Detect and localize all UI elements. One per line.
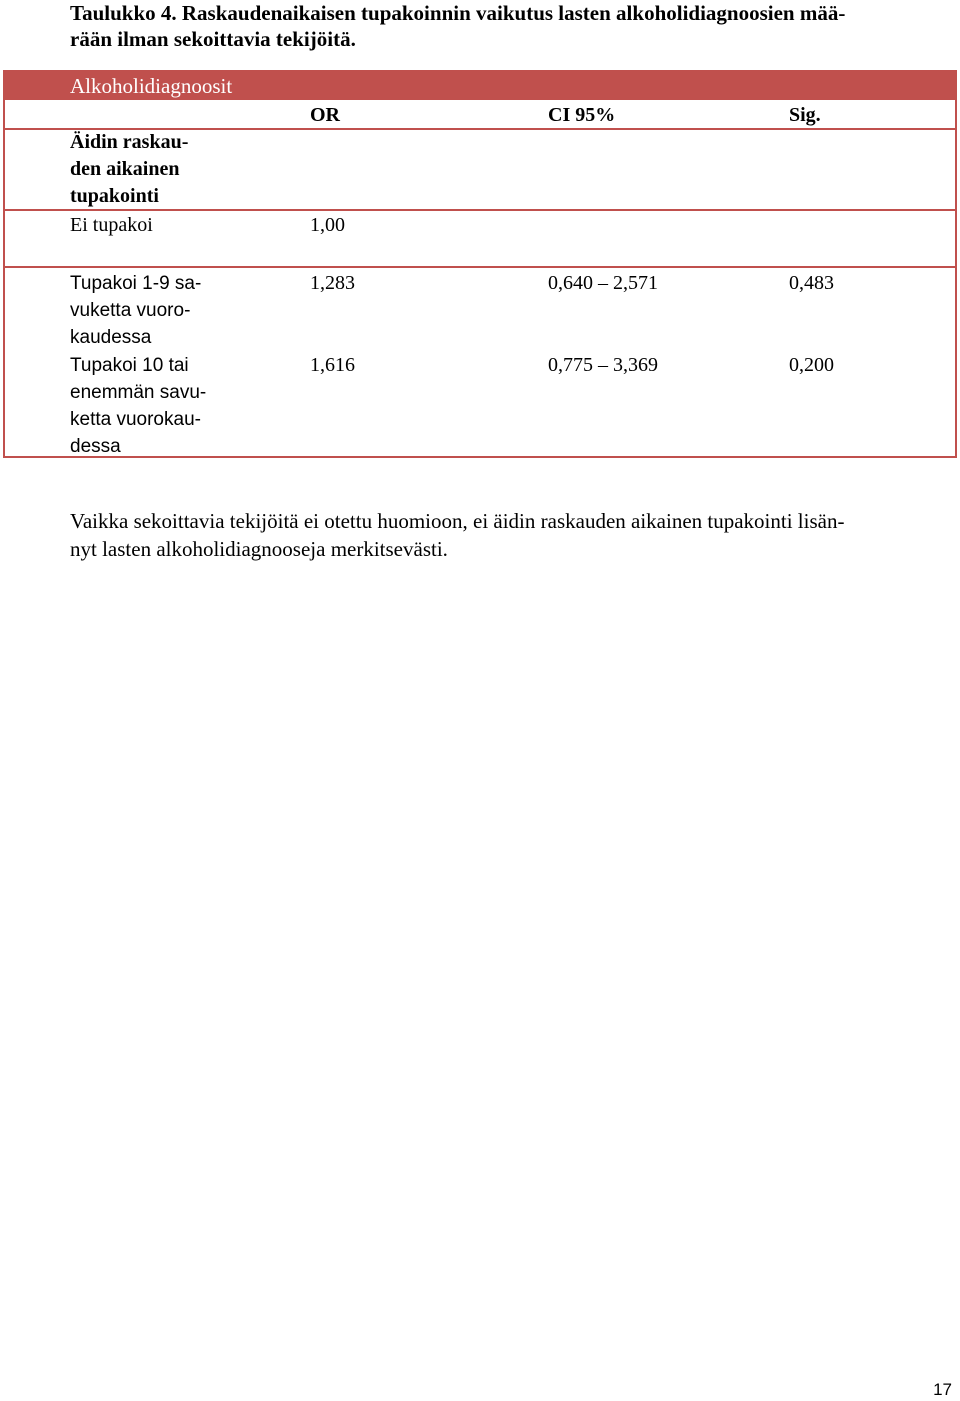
- row-divider-2: [5, 266, 955, 268]
- row-divider-1: [5, 209, 955, 211]
- table-row-label-line: vuketta vuoro-: [70, 300, 191, 321]
- table-row-or: 1,283: [310, 272, 355, 294]
- header-divider: [5, 128, 955, 130]
- table-row-sig: 0,200: [789, 354, 834, 376]
- row-header-line-3: tupakointi: [70, 185, 159, 207]
- body-paragraph-line-1: Vaikka sekoittavia tekijöitä ei otettu huomioon, ei äidin raskauden aikainen tupakointi lisän-: [70, 509, 845, 533]
- table-row-label-line: Tupakoi 1-9 sa-: [70, 273, 202, 294]
- body-paragraph: [70, 507, 950, 563]
- table-row-label-line: dessa: [70, 436, 121, 457]
- table-row-label-line: enemmän savu-: [70, 382, 207, 403]
- table-row-ci: 0,640 – 2,571: [548, 272, 658, 294]
- table-row-label: [70, 352, 206, 460]
- table-row-label-line: ketta vuorokau-: [70, 409, 201, 430]
- table-row-label-line: Tupakoi 10 tai: [70, 355, 189, 376]
- body-paragraph-line-2: nyt lasten alkoholidiagnooseja merkitsevästi.: [70, 537, 448, 561]
- table-header-band: [5, 72, 955, 100]
- table-row-or: 1,616: [310, 354, 355, 376]
- table-row-or: 1,00: [310, 214, 345, 236]
- table-header-label: Alkoholidiagnoosit: [70, 74, 233, 98]
- table-caption-line-1: Taulukko 4. Raskaudenaikaisen tupakoinnin vaikutus lasten alkoholidiagnoosien mää-: [70, 1, 846, 25]
- column-header-ci: CI 95%: [548, 104, 616, 126]
- results-table: [3, 70, 957, 458]
- row-header-cell: [70, 102, 188, 210]
- table-caption-line-2: rään ilman sekoittavia tekijöitä.: [70, 27, 356, 51]
- table-row-sig: 0,483: [789, 272, 834, 294]
- column-header-or: OR: [310, 104, 340, 126]
- table-row-ci: 0,775 – 3,369: [548, 354, 658, 376]
- column-header-sig: Sig.: [789, 104, 821, 126]
- row-header-line-1: Äidin raskau-: [70, 131, 189, 153]
- page-number: 17: [933, 1380, 952, 1399]
- table-row-label: [70, 270, 201, 351]
- table-row-label: Ei tupakoi: [70, 214, 153, 236]
- table-caption: [70, 0, 950, 52]
- table-row-label-line: kaudessa: [70, 327, 152, 348]
- row-header-line-2: den aikainen: [70, 158, 180, 180]
